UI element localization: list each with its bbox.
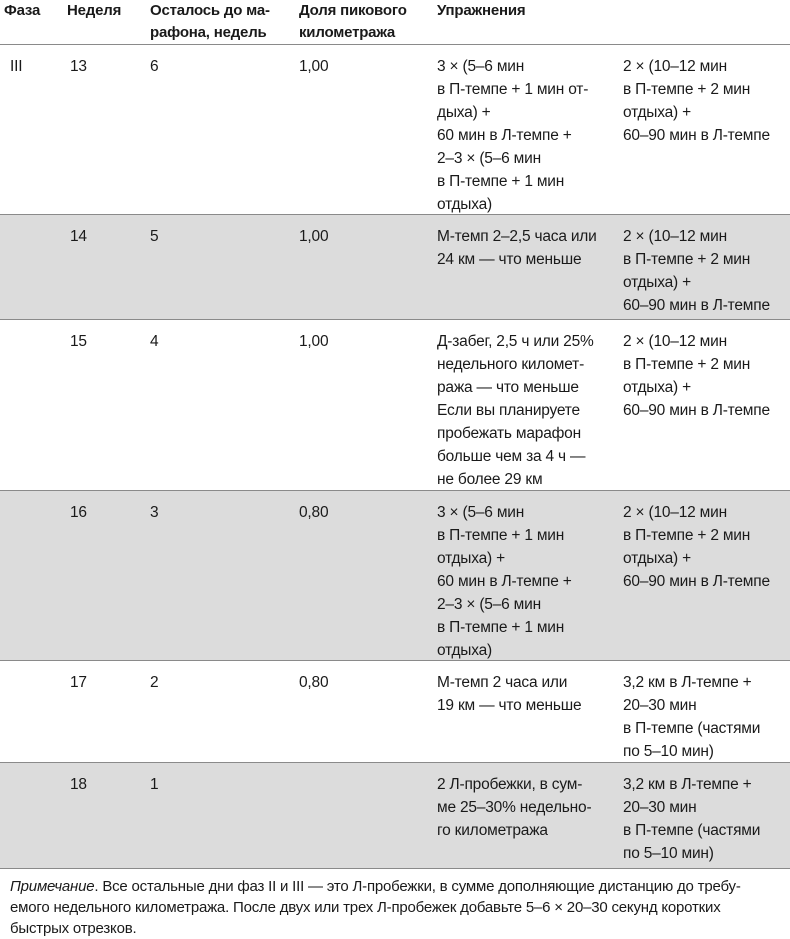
cell-weeks-left: 2 bbox=[150, 674, 159, 691]
header-peak-share: Доля пикового километража bbox=[299, 2, 407, 41]
cell-exercise-primary: 3 × (5–6 мин в П-темпе + 1 мин отдыха) + 60 мин в Л-темпе + 2–3 × (5–6 мин в П-темпе + 1 мин отдыха) bbox=[437, 504, 572, 659]
cell-exercise-secondary: 3,2 км в Л-темпе + 20–30 мин в П-темпе (частями по 5–10 мин) bbox=[623, 674, 761, 760]
table-row bbox=[0, 490, 790, 660]
cell-exercise-primary: М-темп 2–2,5 часа или 24 км — что меньше bbox=[437, 228, 597, 268]
header-weeks-left: Осталось до ма- рафона, недель bbox=[150, 2, 270, 41]
cell-week: 18 bbox=[70, 776, 87, 793]
table-row bbox=[0, 660, 790, 762]
cell-week: 16 bbox=[70, 504, 87, 521]
header-week: Неделя bbox=[67, 2, 122, 19]
cell-weeks-left: 6 bbox=[150, 58, 159, 75]
cell-exercise-secondary: 2 × (10–12 мин в П-темпе + 2 мин отдыха) + 60–90 мин в Л-темпе bbox=[623, 58, 770, 144]
table-row bbox=[0, 762, 790, 869]
note-label: Примечание bbox=[10, 878, 95, 895]
cell-weeks-left: 3 bbox=[150, 504, 159, 521]
cell-exercise-primary: 3 × (5–6 мин в П-темпе + 1 мин от- дыха) + 60 мин в Л-темпе + 2–3 × (5–6 мин в П-темпе + 1 мин отдыха) bbox=[437, 58, 589, 213]
cell-exercise-secondary: 3,2 км в Л-темпе + 20–30 мин в П-темпе (частями по 5–10 мин) bbox=[623, 776, 761, 862]
cell-exercise-secondary: 2 × (10–12 мин в П-темпе + 2 мин отдыха) + 60–90 мин в Л-темпе bbox=[623, 333, 770, 419]
cell-peak-share: 1,00 bbox=[299, 228, 329, 245]
cell-peak-share: 0,80 bbox=[299, 674, 329, 691]
cell-peak-share: 0,80 bbox=[299, 504, 329, 521]
cell-weeks-left: 1 bbox=[150, 776, 159, 793]
table-row bbox=[0, 319, 790, 490]
cell-week: 17 bbox=[70, 674, 87, 691]
cell-exercise-secondary: 2 × (10–12 мин в П-темпе + 2 мин отдыха) + 60–90 мин в Л-темпе bbox=[623, 504, 770, 590]
cell-week: 13 bbox=[70, 58, 87, 75]
header-exercises: Упражнения bbox=[437, 2, 526, 19]
header-phase: Фаза bbox=[4, 2, 41, 19]
note-text: . Все остальные дни фаз II и III — это Л-пробежки, в сумме дополняющие дистанцию до требу- емого недельного километража. После двух или трех Л-пробежек добавьте 5–6 × 20–30 секунд коротких быстрых отрезков. bbox=[10, 878, 741, 937]
cell-week: 14 bbox=[70, 228, 87, 245]
cell-exercise-primary: 2 Л-пробежки, в сум- ме 25–30% недельно- го километража bbox=[437, 776, 592, 839]
table-note bbox=[10, 876, 785, 939]
cell-weeks-left: 5 bbox=[150, 228, 159, 245]
cell-peak-share: 1,00 bbox=[299, 333, 329, 350]
table-bottom-rule bbox=[0, 868, 790, 869]
table-row bbox=[0, 44, 790, 214]
table-row bbox=[0, 214, 790, 319]
cell-exercise-primary: Д-забег, 2,5 ч или 25% недельного километ- ража — что меньше Если вы планируете пробежать марафон больше чем за 4 ч — не более 29 км bbox=[437, 333, 594, 488]
cell-weeks-left: 4 bbox=[150, 333, 159, 350]
cell-exercise-primary: М-темп 2 часа или 19 км — что меньше bbox=[437, 674, 582, 714]
cell-phase: III bbox=[10, 58, 23, 75]
cell-peak-share: 1,00 bbox=[299, 58, 329, 75]
cell-week: 15 bbox=[70, 333, 87, 350]
cell-exercise-secondary: 2 × (10–12 мин в П-темпе + 2 мин отдыха) + 60–90 мин в Л-темпе bbox=[623, 228, 770, 314]
